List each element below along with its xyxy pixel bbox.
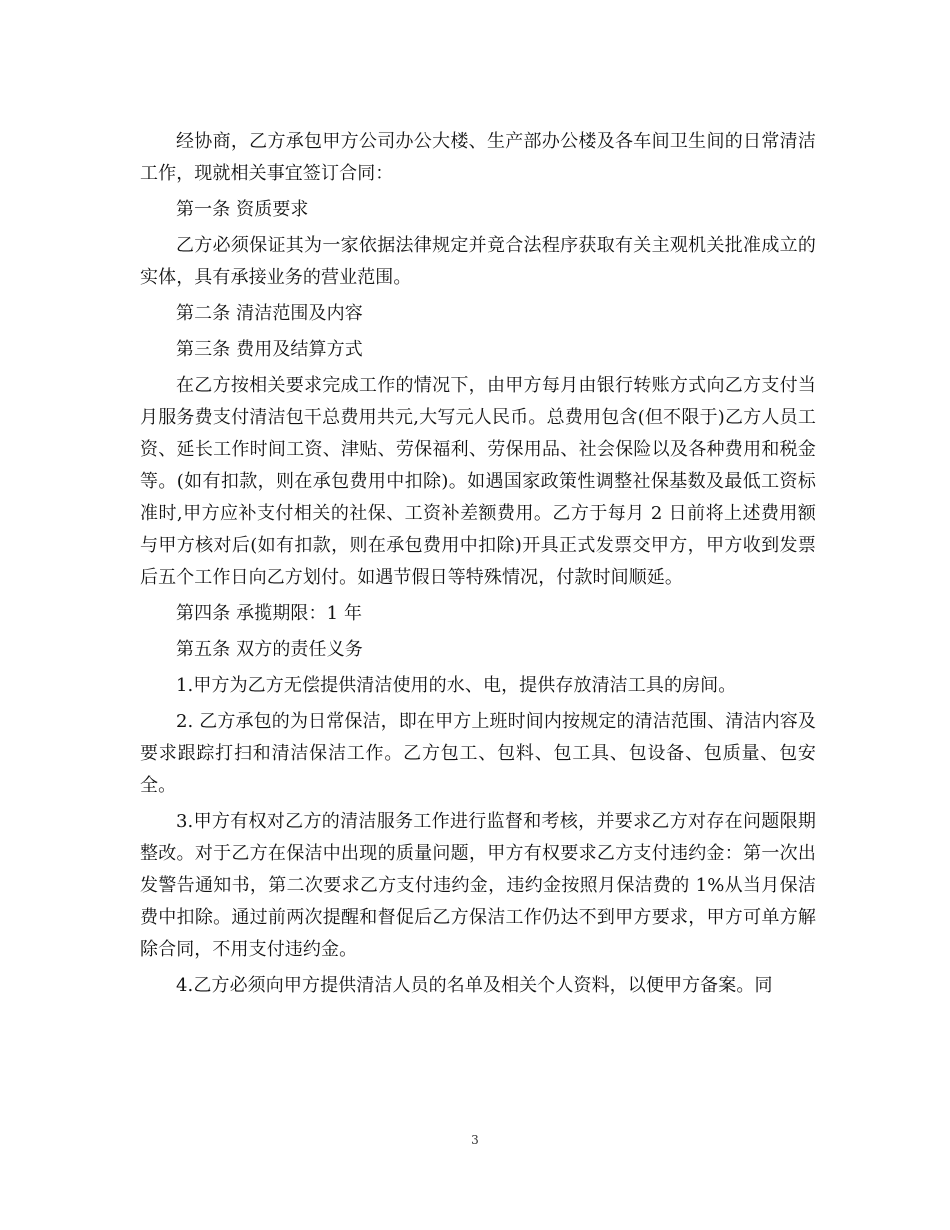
heading-article-1: 第一条 资质要求 bbox=[176, 199, 309, 220]
page-number: 3 bbox=[471, 1133, 479, 1147]
paragraph-duty-4: 4.乙方必须向甲方提供清洁人员的名单及相关个人资料，以便甲方备案。同 bbox=[176, 975, 773, 996]
heading-article-5: 第五条 双方的责任义务 bbox=[176, 639, 363, 660]
heading-article-4: 第四条 承揽期限：1 年 bbox=[176, 603, 363, 624]
document-body bbox=[140, 126, 816, 1006]
paragraph-article-3: 在乙方按相关要求完成工作的情况下，由甲方每月由银行转账方式向乙方支付当月服务费支付清洁包干总费用共元,大写元人民币。总费用包含(但不限于)乙方人员工资、延长工作时间工资、津贴、劳保福利、劳保用品、社会保险以及各种费用和税金等。(如有扣款，则在承包费用中扣除)。如遇国家政策性调整社保基数及最低工资标准时,甲方应补支付相关的社保、工资补差额费用。乙方于每月 2 日前将上述费用额与甲方核对后(如有扣款，则在承包费用中扣除)开具正式发票交甲方，甲方收到发票后五个工作日向乙方划付。如遇节假日等特殊情况，付款时间顺延。 bbox=[140, 375, 816, 588]
paragraph-article-1: 乙方必须保证其为一家依据法律规定并竟合法程序获取有关主观机关批准成立的实体，具有承接业务的营业范围。 bbox=[140, 235, 816, 288]
paragraph-duty-3: 3.甲方有权对乙方的清洁服务工作进行监督和考核，并要求乙方对存在问题限期整改。对于乙方在保洁中出现的质量问题，甲方有权要求乙方支付违约金：第一次出发警告通知书，第二次要求乙方支付违约金，违约金按照月保洁费的 1%从当月保洁费中扣除。通过前两次提醒和督促后乙方保洁工作仍达不到甲方要求，甲方可单方解除合同，不用支付违约金。 bbox=[140, 811, 816, 960]
paragraph-intro: 经协商，乙方承包甲方公司办公大楼、生产部办公楼及各车间卫生间的日常清洁工作，现就相关事宜签订合同： bbox=[140, 131, 816, 184]
paragraph-duty-2: 2. 乙方承包的为日常保洁，即在甲方上班时间内按规定的清洁范围、清洁内容及要求跟踪打扫和清洁保洁工作。乙方包工、包料、包工具、包设备、包质量、包安全。 bbox=[140, 711, 816, 796]
heading-article-2: 第二条 清洁范围及内容 bbox=[176, 303, 363, 324]
paragraph-duty-1: 1.甲方为乙方无偿提供清洁使用的水、电，提供存放清洁工具的房间。 bbox=[176, 675, 737, 696]
heading-article-3: 第三条 费用及结算方式 bbox=[176, 339, 363, 360]
